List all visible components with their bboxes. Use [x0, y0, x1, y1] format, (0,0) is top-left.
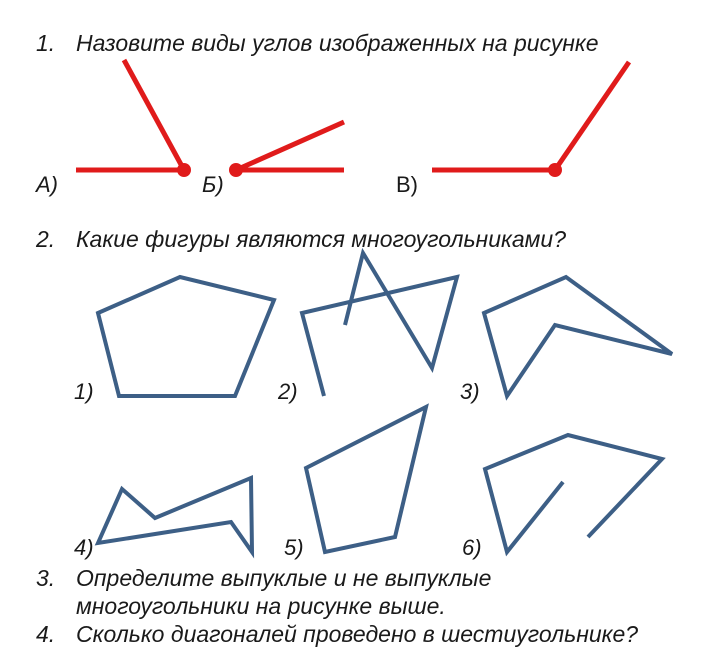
figure-5-quadrilateral — [306, 407, 426, 552]
question-3-number: 3. — [36, 565, 56, 591]
angle-v-vertex — [548, 163, 562, 177]
angle-v-ray-2 — [555, 62, 629, 170]
angle-a-vertex — [177, 163, 191, 177]
angle-label-b: Б) — [202, 172, 224, 197]
question-3-text: Определите выпуклые и не выпуклые — [76, 565, 492, 591]
figure-1-pentagon — [98, 277, 274, 396]
figure-label-6: 6) — [462, 535, 482, 560]
angle-a — [76, 60, 191, 177]
angle-b — [229, 122, 344, 177]
figure-4-polygon — [98, 478, 252, 552]
figure-label-1: 1) — [74, 379, 94, 404]
figure-label-4: 4) — [74, 535, 94, 560]
question-4-number: 4. — [36, 621, 56, 647]
question-3-text-line2: многоугольники на рисунке выше. — [76, 593, 446, 619]
figure-label-3: 3) — [460, 379, 480, 404]
angle-v — [432, 62, 629, 177]
figure-label-5: 5) — [284, 535, 304, 560]
figure-2-polyline — [302, 253, 457, 396]
angle-a-ray-2 — [124, 60, 184, 170]
question-4-text: Сколько диагоналей проведено в шестиугольнике? — [76, 621, 639, 647]
question-2-number: 2. — [36, 226, 56, 252]
question-1-number: 1. — [36, 30, 56, 56]
angle-label-v: В) — [396, 172, 418, 197]
figure-3-polygon — [484, 277, 672, 396]
question-1-text: Назовите виды углов изображенных на рисунке — [76, 30, 599, 56]
angle-label-a: А) — [36, 172, 58, 197]
figure-6-polyline — [485, 435, 662, 552]
figure-label-2: 2) — [278, 379, 298, 404]
angle-b-ray-2 — [236, 122, 344, 170]
angle-b-vertex — [229, 163, 243, 177]
question-2-text: Какие фигуры являются многоугольниками? — [76, 226, 567, 252]
